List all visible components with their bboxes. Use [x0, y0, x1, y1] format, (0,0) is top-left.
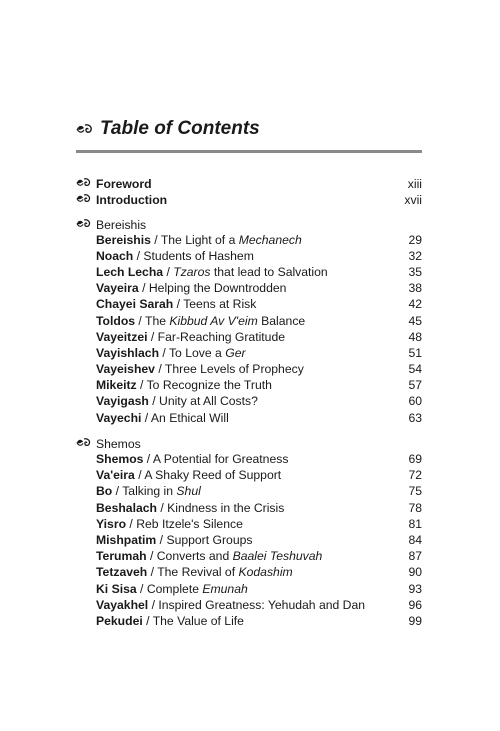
toc-entry — [76, 532, 422, 548]
front-label: Introduction — [96, 192, 168, 207]
entry-text: The Value of Life — [152, 613, 244, 628]
entry-title — [96, 410, 408, 426]
entry-title — [96, 280, 408, 296]
toc-entry — [76, 564, 422, 580]
page-number: 72 — [408, 468, 422, 483]
parsha-name: Beshalach — [96, 500, 157, 515]
toc-entry — [76, 329, 422, 345]
section-gap — [76, 426, 422, 435]
toc-entry — [76, 296, 422, 312]
section-heading: Bereishis — [96, 217, 147, 232]
page-number: 69 — [408, 452, 422, 466]
entry-text: Reb Itzele's Silence — [136, 516, 243, 531]
entry-title — [96, 345, 408, 361]
entry-italic-term: Kodashim — [238, 565, 293, 580]
entry-title — [96, 564, 408, 580]
fleuron-icon — [76, 190, 96, 206]
entry-title — [96, 393, 408, 409]
entry-italic-term: Shul — [176, 484, 201, 499]
parsha-name: Shemos — [96, 452, 144, 466]
front-label-wrap — [96, 192, 404, 208]
page-number: xvii — [404, 192, 422, 207]
page-title: Table of Contents — [100, 118, 260, 139]
page-number: 51 — [408, 345, 422, 360]
entry-text: Kindness in the Crisis — [167, 500, 285, 515]
page-number: 32 — [408, 248, 422, 263]
entry-separator: / — [134, 468, 145, 483]
toc-list — [76, 174, 422, 629]
entry-separator: / — [147, 329, 158, 344]
parsha-name: Tetzaveh — [96, 565, 148, 580]
page-number: 78 — [408, 500, 422, 515]
entry-separator: / — [159, 345, 169, 360]
entry-separator: / — [136, 378, 147, 393]
entry-text: Students of Hashem — [143, 248, 254, 263]
entry-separator: / — [173, 297, 184, 312]
entry-title — [96, 516, 408, 532]
fleuron-icon-svg — [76, 437, 92, 448]
section-heading: Shemos — [96, 437, 141, 452]
entry-text: Far-Reaching Gratitude — [157, 329, 286, 344]
fleuron-icon — [76, 435, 96, 451]
fleuron-icon-svg — [76, 177, 92, 188]
toc-entry — [76, 377, 422, 393]
entry-title — [96, 264, 408, 280]
page-number: 84 — [408, 532, 422, 547]
entry-separator: / — [156, 500, 168, 515]
entry-title — [96, 581, 408, 597]
entry-text: A Shaky Reed of Support — [144, 468, 282, 483]
entry-title — [96, 377, 408, 393]
toc-entry — [76, 248, 422, 264]
section-heading-row — [76, 215, 422, 231]
entry-title — [96, 613, 408, 629]
page-title-row — [76, 118, 422, 140]
front-label: Foreword — [96, 176, 152, 191]
page-number: 35 — [408, 264, 422, 279]
section-heading-row — [76, 435, 422, 451]
toc-entry — [76, 467, 422, 483]
entry-italic-term: Ger — [225, 345, 246, 360]
parsha-name: Chayei Sarah — [96, 297, 174, 312]
entry-separator: / — [150, 232, 161, 247]
page-number: 48 — [408, 329, 422, 344]
entry-separator: / — [142, 613, 153, 628]
entry-separator: / — [156, 532, 167, 547]
parsha-name: Vayeitzei — [96, 329, 148, 344]
entry-title — [96, 500, 408, 516]
entry-separator: / — [143, 452, 153, 466]
entry-italic-term: Kibbud Av V'eim — [169, 313, 258, 328]
parsha-name: Toldos — [96, 313, 136, 328]
front-label-wrap — [96, 176, 408, 192]
entry-title — [96, 532, 408, 548]
page-number: 96 — [408, 597, 422, 612]
toc-entry — [76, 280, 422, 296]
entry-italic-term: Tzaros — [173, 264, 211, 279]
page-number: 42 — [408, 297, 422, 312]
entry-text: Helping the Downtrodden — [148, 281, 287, 296]
toc-entry — [76, 581, 422, 597]
toc-entry — [76, 345, 422, 361]
entry-text: The Light of a — [160, 232, 239, 247]
parsha-name: Vayechi — [96, 410, 142, 425]
entry-title — [96, 597, 408, 613]
toc-entry — [76, 232, 422, 248]
toc-front-row — [76, 174, 422, 190]
parsha-name: Mikeitz — [96, 378, 137, 393]
page-number: 90 — [408, 565, 422, 580]
entry-separator: / — [147, 565, 158, 580]
toc-entry — [76, 264, 422, 280]
entry-text: An Ethical Will — [150, 410, 229, 425]
toc-entry — [76, 597, 422, 613]
parsha-name: Lech Lecha — [96, 264, 164, 279]
toc-entry — [76, 451, 422, 467]
entry-separator: / — [146, 549, 157, 564]
page-number: 99 — [408, 613, 422, 628]
entry-text: A Potential for Greatness — [152, 452, 289, 466]
page-number: 75 — [408, 484, 422, 499]
page-number: 63 — [408, 410, 422, 425]
page-number: 54 — [408, 362, 422, 377]
entry-title — [96, 451, 408, 467]
entry-text-tail: Balance — [257, 313, 306, 328]
parsha-name: Pekudei — [96, 613, 143, 628]
entry-separator: / — [148, 394, 160, 409]
parsha-name: Vayeira — [96, 281, 139, 296]
page-number: 87 — [408, 549, 422, 564]
entry-text: The — [145, 313, 170, 328]
entry-text: Inspired Greatness: Yehudah and Dan — [158, 597, 366, 612]
parsha-name: Va'eira — [96, 468, 135, 483]
parsha-name: Bo — [96, 484, 113, 499]
entry-text: To Love a — [168, 345, 226, 360]
page-number: 57 — [408, 378, 422, 393]
entry-separator: / — [141, 410, 151, 425]
title-divider — [76, 150, 422, 153]
toc-header — [76, 118, 422, 140]
toc-entry — [76, 393, 422, 409]
toc-entry — [76, 410, 422, 426]
page-number: xiii — [407, 176, 422, 191]
page-number: 60 — [408, 394, 422, 409]
entry-title — [96, 313, 408, 329]
entry-italic-term: Baalei Teshuvah — [232, 549, 323, 564]
toc-entry — [76, 613, 422, 629]
fleuron-icon — [76, 174, 96, 190]
parsha-name: Vayigash — [96, 394, 149, 409]
toc-entry — [76, 548, 422, 564]
toc-entry — [76, 361, 422, 377]
entry-text: Complete — [146, 581, 203, 596]
entry-text: Support Groups — [166, 532, 253, 547]
parsha-name: Vayishlach — [96, 345, 160, 360]
toc-entry — [76, 313, 422, 329]
fleuron-icon-svg — [76, 218, 92, 229]
entry-title — [96, 232, 408, 248]
toc-entry — [76, 483, 422, 499]
fleuron-icon — [76, 215, 96, 231]
parsha-name: Vayakhel — [96, 597, 149, 612]
entry-text: To Recognize the Truth — [146, 378, 272, 393]
entry-text: The Revival of — [157, 565, 239, 580]
parsha-name: Mishpatim — [96, 532, 157, 547]
toc-entry — [76, 500, 422, 516]
entry-separator: / — [135, 313, 145, 328]
entry-text: Converts and — [156, 549, 233, 564]
page-number: 29 — [408, 232, 422, 247]
entry-separator: / — [148, 597, 159, 612]
parsha-name: Terumah — [96, 549, 147, 564]
parsha-name: Vayeishev — [96, 362, 155, 377]
entry-title — [96, 248, 408, 264]
entry-title — [96, 296, 408, 312]
fleuron-icon — [76, 123, 94, 135]
entry-separator: / — [136, 581, 147, 596]
entry-title — [96, 329, 408, 345]
entry-separator: / — [163, 264, 174, 279]
entry-separator: / — [154, 362, 165, 377]
entry-title — [96, 467, 408, 483]
parsha-name: Yisro — [96, 516, 127, 531]
parsha-name: Ki Sisa — [96, 581, 137, 596]
page-number: 81 — [408, 516, 422, 531]
entry-text: Unity at All Costs? — [159, 394, 258, 409]
page-number: 45 — [408, 313, 422, 328]
toc-entry — [76, 516, 422, 532]
entry-italic-term: Emunah — [202, 581, 248, 596]
page-number: 38 — [408, 281, 422, 296]
entry-text: Teens at Risk — [183, 297, 257, 312]
entry-text-tail: that lead to Salvation — [210, 264, 328, 279]
page-number: 93 — [408, 581, 422, 596]
fleuron-icon-svg — [76, 193, 92, 204]
entry-text: Talking in — [122, 484, 177, 499]
parsha-name: Bereishis — [96, 232, 151, 247]
toc-front-row — [76, 190, 422, 206]
entry-separator: / — [133, 248, 144, 263]
entry-title — [96, 483, 408, 499]
entry-separator: / — [138, 281, 149, 296]
entry-title — [96, 548, 408, 564]
entry-text: Three Levels of Prophecy — [164, 362, 304, 377]
entry-separator: / — [126, 516, 137, 531]
entry-italic-term: Mechanech — [238, 232, 302, 247]
parsha-name: Noach — [96, 248, 134, 263]
entry-title — [96, 361, 408, 377]
entry-separator: / — [112, 484, 123, 499]
